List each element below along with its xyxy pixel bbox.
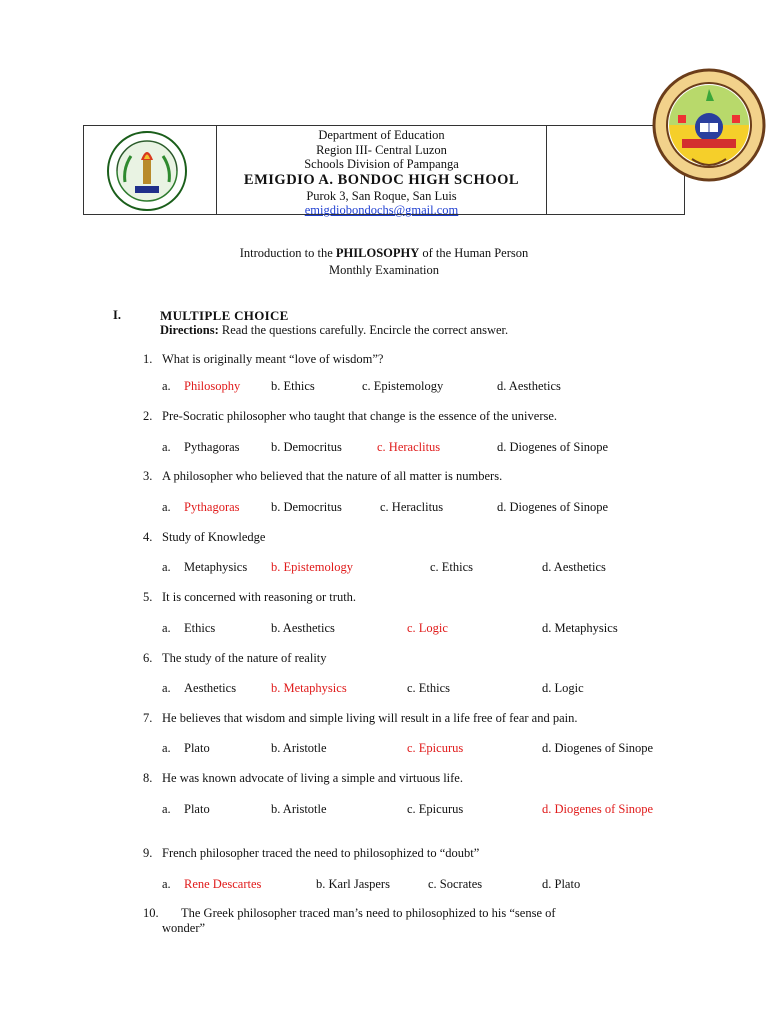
option-a[interactable]: Metaphysics — [184, 560, 248, 574]
option-marker[interactable]: a. — [162, 741, 171, 755]
option-c[interactable]: c. Epistemology — [362, 379, 444, 393]
question-5 — [143, 590, 643, 605]
question-number: 1. — [143, 352, 153, 366]
option-d[interactable]: d. Logic — [542, 681, 584, 695]
question-number: 7. — [143, 711, 153, 725]
option-b[interactable]: b. Ethics — [271, 379, 315, 393]
header-table — [83, 125, 685, 215]
options-8 — [162, 802, 722, 818]
option-marker[interactable]: a. — [162, 877, 171, 891]
option-b[interactable]: b. Karl Jaspers — [316, 877, 390, 891]
question-number: 8. — [143, 771, 153, 785]
option-marker[interactable]: a. — [162, 802, 171, 816]
option-a[interactable]: Pythagoras — [184, 440, 240, 454]
option-a[interactable]: Plato — [184, 802, 210, 816]
options-3 — [162, 500, 722, 516]
question-text: Pre-Socratic philosopher who taught that change is the essence of the universe. — [162, 409, 558, 423]
option-marker[interactable]: a. — [162, 681, 171, 695]
division-line: Schools Division of Pampanga — [304, 157, 459, 171]
question-text: What is originally meant “love of wisdom”? — [162, 352, 384, 366]
options-9 — [162, 877, 722, 893]
question-number: 3. — [143, 469, 153, 483]
title-bold: PHILOSOPHY — [335, 246, 420, 260]
option-c[interactable]: c. Ethics — [407, 681, 451, 695]
question-number: 10. — [143, 906, 159, 920]
option-d[interactable]: d. Plato — [542, 877, 581, 891]
option-b[interactable]: b. Metaphysics — [271, 681, 347, 695]
question-text: Study of Knowledge — [162, 530, 266, 544]
option-d[interactable]: d. Diogenes of Sinope — [542, 802, 654, 816]
option-c[interactable]: c. Socrates — [428, 877, 483, 891]
deped-seal-logo — [652, 67, 766, 187]
option-marker[interactable]: a. — [162, 440, 171, 454]
question-text: He was known advocate of living a simple and virtuous life. — [162, 771, 463, 785]
question-text: The study of the nature of reality — [162, 651, 327, 665]
option-b[interactable]: b. Democritus — [271, 500, 342, 514]
options-5 — [162, 621, 722, 637]
options-2 — [162, 440, 722, 456]
title-pre: Introduction to the — [239, 246, 336, 260]
option-a[interactable]: Philosophy — [184, 379, 241, 393]
exam-title-line1 — [0, 245, 768, 262]
question-9 — [143, 846, 643, 861]
option-a[interactable]: Ethics — [184, 621, 216, 635]
option-b[interactable]: b. Epistemology — [271, 560, 353, 574]
options-1 — [162, 379, 722, 395]
question-6 — [143, 651, 643, 666]
directions-label: Directions: — [160, 323, 219, 337]
question-3 — [143, 469, 643, 484]
question-10 — [143, 906, 643, 936]
question-1 — [143, 352, 643, 367]
option-c[interactable]: c. Epicurus — [407, 741, 464, 755]
region-line: Region III- Central Luzon — [316, 142, 447, 157]
option-d[interactable]: d. Aesthetics — [542, 560, 606, 574]
question-text-continued: wonder” — [162, 921, 206, 935]
option-d[interactable]: d. Diogenes of Sinope — [497, 440, 609, 454]
option-c[interactable]: c. Ethics — [430, 560, 474, 574]
question-2 — [143, 409, 643, 424]
email-link[interactable]: emigdiobondochs@gmail.com — [304, 203, 459, 217]
options-7 — [162, 741, 722, 757]
question-8 — [143, 771, 643, 786]
option-d[interactable]: d. Diogenes of Sinope — [542, 741, 654, 755]
option-a[interactable]: Plato — [184, 741, 210, 755]
question-4 — [143, 530, 643, 545]
department-line: Department of Education — [318, 128, 445, 142]
option-b[interactable]: b. Democritus — [271, 440, 342, 454]
question-7 — [143, 711, 643, 726]
school-logo-cell — [84, 126, 217, 214]
school-seal-logo — [105, 130, 189, 212]
option-c[interactable]: c. Logic — [407, 621, 448, 635]
option-c[interactable]: c. Heraclitus — [377, 440, 441, 454]
option-marker[interactable]: a. — [162, 560, 171, 574]
option-d[interactable]: d. Diogenes of Sinope — [497, 500, 609, 514]
option-marker[interactable]: a. — [162, 500, 171, 514]
question-number: 5. — [143, 590, 153, 604]
question-text: A philosopher who believed that the nature of all matter is numbers. — [162, 469, 503, 483]
options-4 — [162, 560, 722, 576]
question-text: It is concerned with reasoning or truth. — [162, 590, 357, 604]
question-number: 4. — [143, 530, 153, 544]
section-number: I. — [113, 308, 121, 322]
address-line: Purok 3, San Roque, San Luis — [306, 188, 457, 203]
option-a[interactable]: Rene Descartes — [184, 877, 262, 891]
option-marker[interactable]: a. — [162, 379, 171, 393]
exam-title — [0, 245, 768, 279]
option-c[interactable]: c. Heraclitus — [380, 500, 444, 514]
exam-title-line2: Monthly Examination — [328, 263, 440, 277]
title-post: of the Human Person — [419, 246, 529, 260]
option-b[interactable]: b. Aesthetics — [271, 621, 335, 635]
option-a[interactable]: Pythagoras — [184, 500, 240, 514]
school-name: EMIGDIO A. BONDOC HIGH SCHOOL — [243, 171, 520, 188]
question-number: 6. — [143, 651, 153, 665]
question-number: 9. — [143, 846, 153, 860]
option-a[interactable]: Aesthetics — [184, 681, 237, 695]
option-d[interactable]: d. Aesthetics — [497, 379, 561, 393]
section-title: MULTIPLE CHOICE — [160, 308, 289, 323]
question-text: French philosopher traced the need to philosophized to “doubt” — [162, 846, 480, 860]
option-b[interactable]: b. Aristotle — [271, 802, 327, 816]
option-d[interactable]: d. Metaphysics — [542, 621, 618, 635]
question-text: The Greek philosopher traced man’s need to philosophized to his “sense of — [181, 906, 556, 920]
options-6 — [162, 681, 722, 697]
directions — [160, 323, 508, 338]
question-number: 2. — [143, 409, 153, 423]
option-marker[interactable]: a. — [162, 621, 171, 635]
header-text-block — [216, 126, 547, 218]
option-b[interactable]: b. Aristotle — [271, 741, 327, 755]
question-text: He believes that wisdom and simple living will result in a life free of fear and pain. — [162, 711, 578, 725]
directions-text: Read the questions carefully. Encircle the correct answer. — [218, 323, 509, 337]
option-c[interactable]: c. Epicurus — [407, 802, 464, 816]
